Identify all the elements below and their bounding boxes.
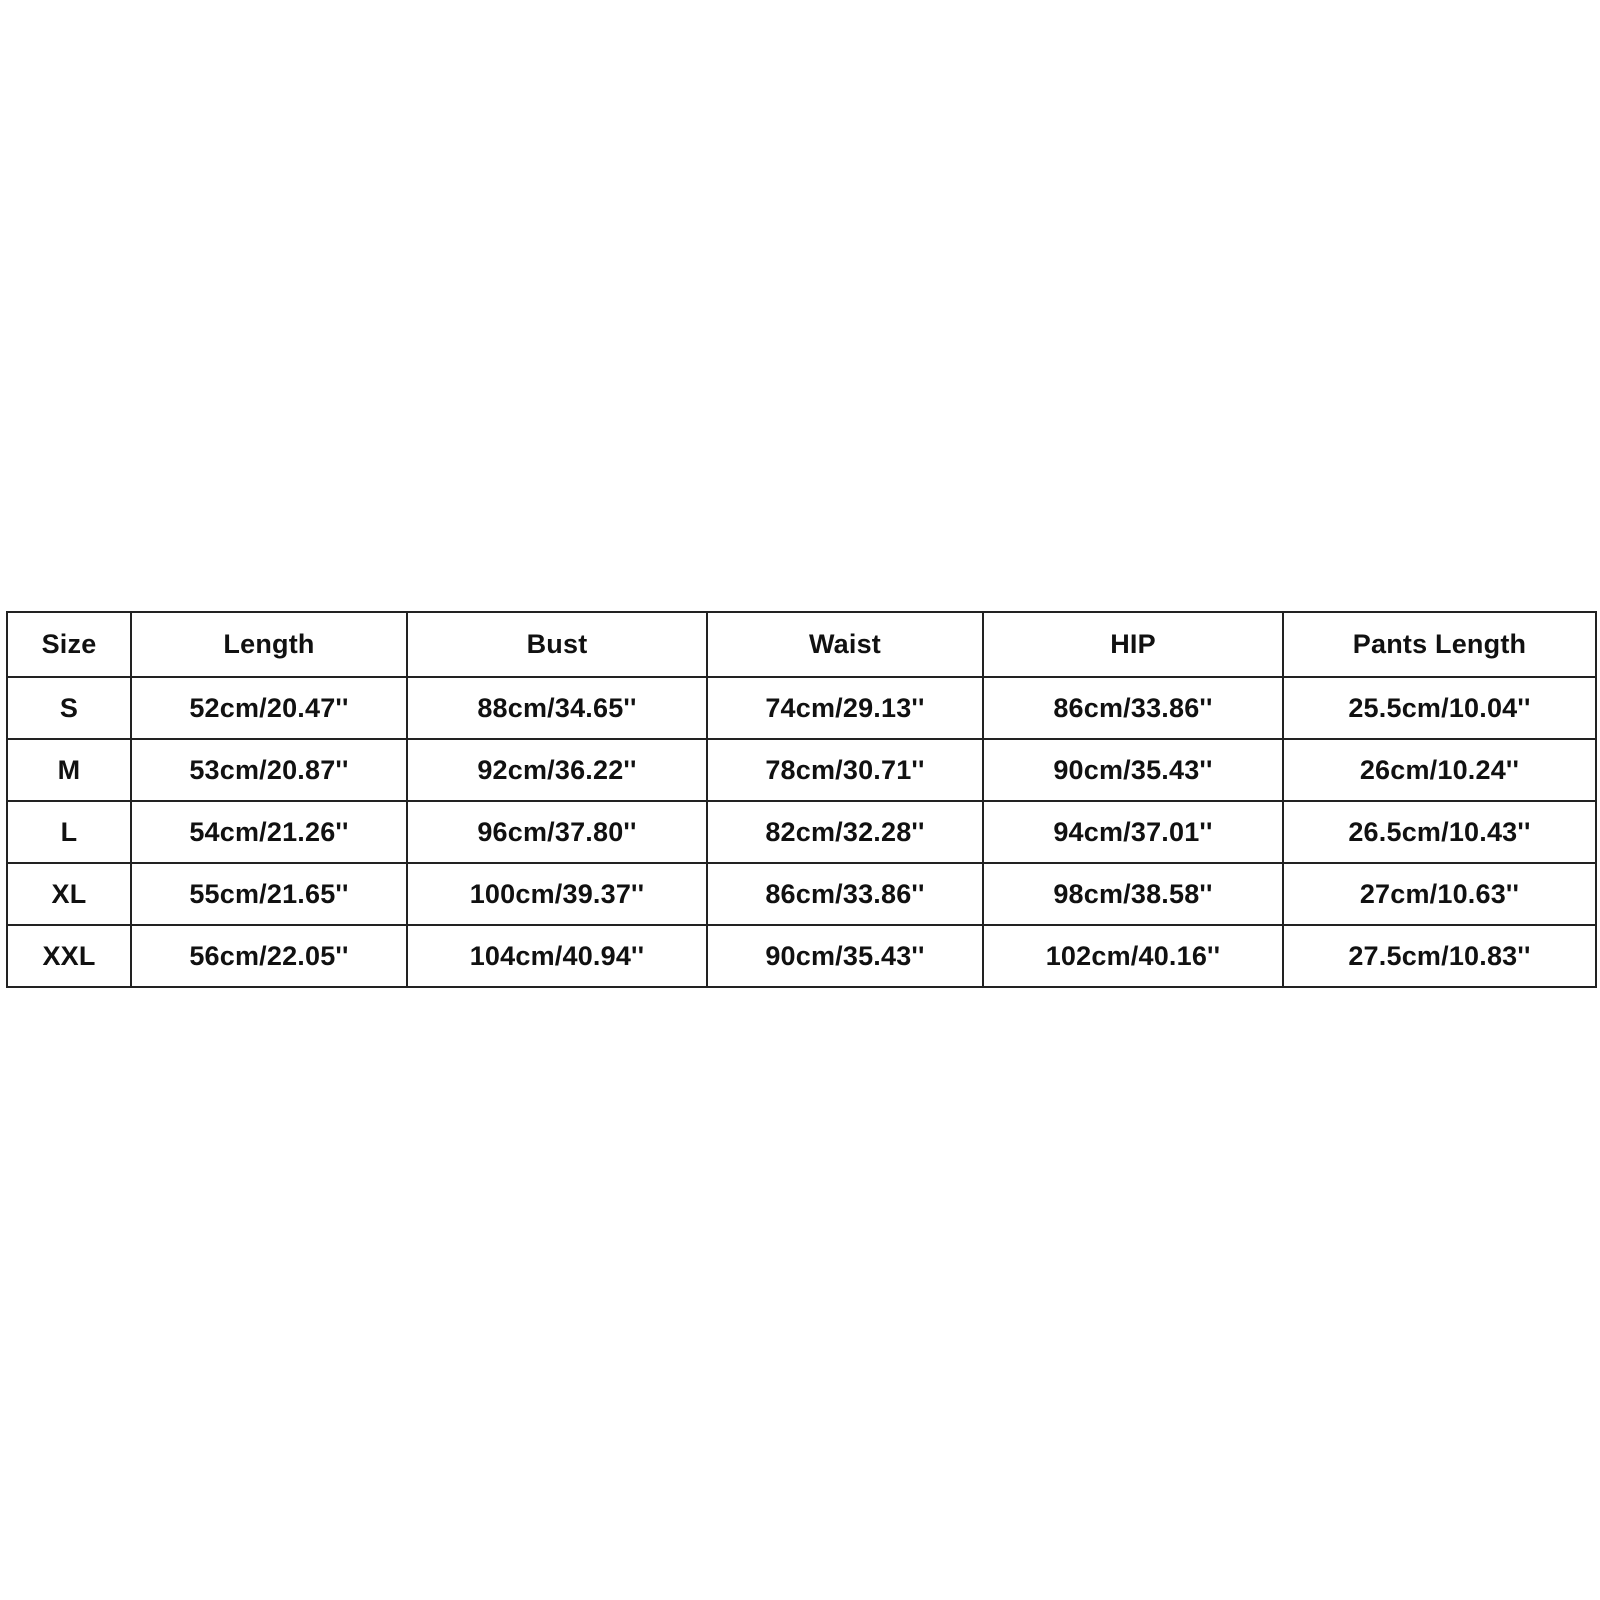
cell-size: XL: [7, 863, 131, 925]
cell-hip: 102cm/40.16'': [983, 925, 1283, 987]
cell-pants-length: 26cm/10.24'': [1283, 739, 1596, 801]
cell-size: XXL: [7, 925, 131, 987]
cell-hip: 90cm/35.43'': [983, 739, 1283, 801]
cell-waist: 90cm/35.43'': [707, 925, 983, 987]
cell-waist: 86cm/33.86'': [707, 863, 983, 925]
header-bust: Bust: [407, 612, 707, 677]
cell-pants-length: 27cm/10.63'': [1283, 863, 1596, 925]
cell-hip: 94cm/37.01'': [983, 801, 1283, 863]
cell-bust: 104cm/40.94'': [407, 925, 707, 987]
cell-size: M: [7, 739, 131, 801]
table-row: [7, 925, 1596, 987]
cell-waist: 74cm/29.13'': [707, 677, 983, 739]
header-waist: Waist: [707, 612, 983, 677]
header-hip: HIP: [983, 612, 1283, 677]
cell-length: 56cm/22.05'': [131, 925, 407, 987]
cell-bust: 92cm/36.22'': [407, 739, 707, 801]
header-length: Length: [131, 612, 407, 677]
cell-pants-length: 27.5cm/10.83'': [1283, 925, 1596, 987]
header-pants-length: Pants Length: [1283, 612, 1596, 677]
cell-waist: 78cm/30.71'': [707, 739, 983, 801]
cell-pants-length: 25.5cm/10.04'': [1283, 677, 1596, 739]
cell-size: L: [7, 801, 131, 863]
table-header-row: [7, 612, 1596, 677]
cell-pants-length: 26.5cm/10.43'': [1283, 801, 1596, 863]
cell-hip: 98cm/38.58'': [983, 863, 1283, 925]
header-size: Size: [7, 612, 131, 677]
cell-bust: 100cm/39.37'': [407, 863, 707, 925]
table-row: [7, 739, 1596, 801]
cell-hip: 86cm/33.86'': [983, 677, 1283, 739]
cell-length: 54cm/21.26'': [131, 801, 407, 863]
cell-length: 55cm/21.65'': [131, 863, 407, 925]
table-row: [7, 863, 1596, 925]
cell-size: S: [7, 677, 131, 739]
cell-waist: 82cm/32.28'': [707, 801, 983, 863]
size-chart-table: [6, 611, 1597, 988]
cell-length: 52cm/20.47'': [131, 677, 407, 739]
table-row: [7, 677, 1596, 739]
cell-length: 53cm/20.87'': [131, 739, 407, 801]
table-row: [7, 801, 1596, 863]
cell-bust: 96cm/37.80'': [407, 801, 707, 863]
cell-bust: 88cm/34.65'': [407, 677, 707, 739]
